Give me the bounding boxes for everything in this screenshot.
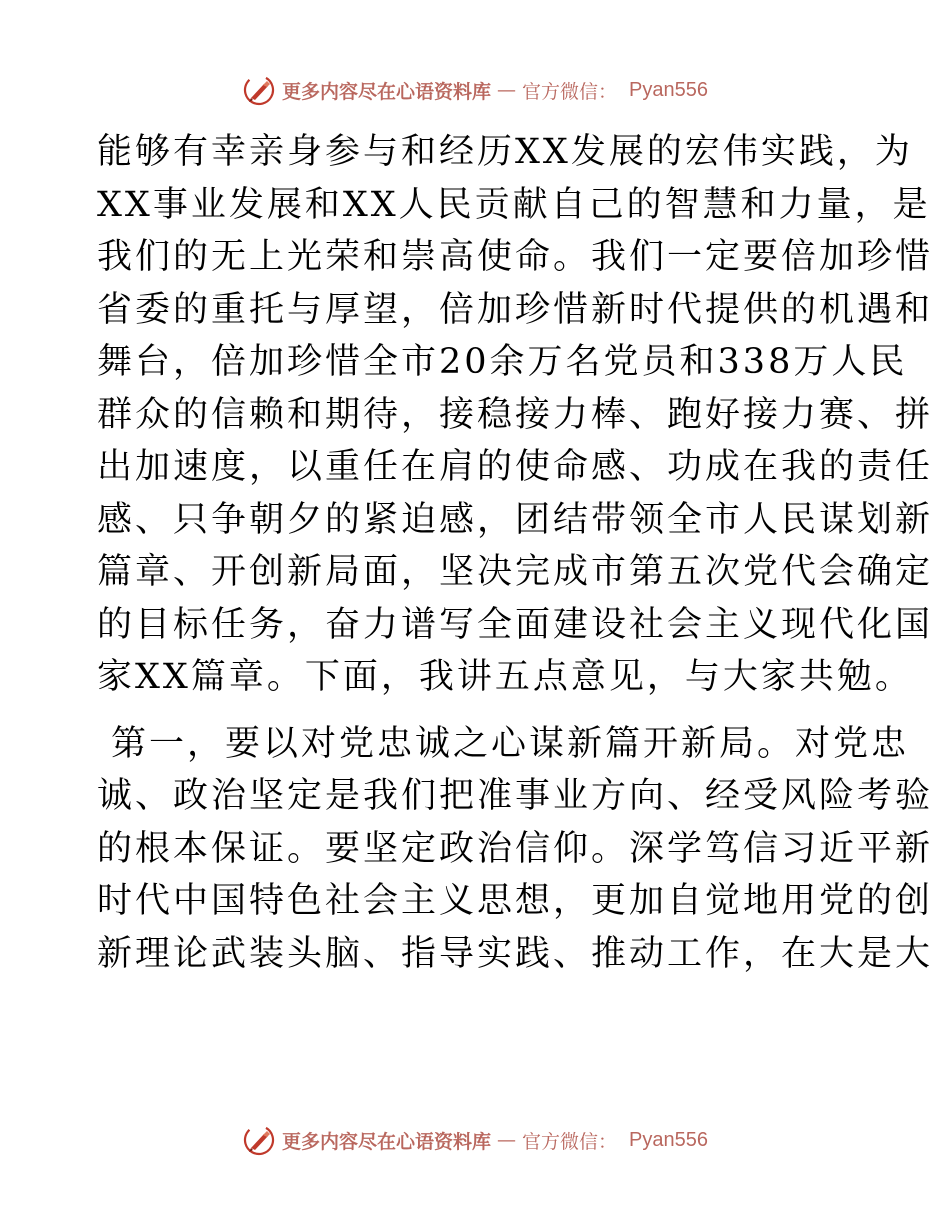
pen-logo-icon	[242, 1123, 276, 1157]
banner-wechat-id: Pyan556	[629, 78, 708, 101]
paragraph-line: 第一，要以对党忠诚之心谋新篇开新局。对党忠	[111, 723, 910, 764]
paragraph-line: 能够有幸亲身参与和经历XX发展的宏伟实践，为	[97, 132, 913, 172]
document-body	[97, 126, 934, 980]
paragraph-line: 感、只争朝夕的紧迫感，团结带领全市人民谋划新	[97, 499, 934, 540]
paragraph-1	[97, 126, 934, 704]
paragraph-line: 我们的无上光荣和崇高使命。我们一定要倍加珍惜	[97, 237, 934, 277]
footer-banner	[0, 1120, 950, 1160]
banner-wechat-label: 官方微信：	[522, 80, 618, 103]
pen-logo-icon	[242, 73, 276, 107]
paragraph-line: 时代中国特色社会主义思想，更加自觉地用党的创	[97, 881, 934, 921]
paragraph-line: 家XX篇章。下面，我讲五点意见，与大家共勉。	[97, 657, 913, 697]
paragraph-line: 省委的重托与厚望，倍加珍惜新时代提供的机遇和	[97, 289, 934, 330]
paragraph-line: 的目标任务，奋力谱写全面建设社会主义现代化国	[97, 604, 934, 645]
header-banner	[0, 70, 950, 110]
paragraph-line: 新理论武装头脑、指导实践、推动工作，在大是大	[97, 933, 934, 974]
banner-wechat-label: 官方微信：	[522, 1130, 618, 1153]
paragraph-line: 群众的信赖和期待，接稳接力棒、跑好接力赛、拼	[97, 394, 934, 435]
paragraph-line: 篇章、开创新局面，坚决完成市第五次党代会确定	[97, 552, 934, 592]
paragraph-line: 出加速度，以重任在肩的使命感、功成在我的责任	[97, 447, 934, 487]
paragraph-line: 诚、政治坚定是我们把准事业方向、经受风险考验	[97, 776, 934, 816]
paragraph-2	[97, 718, 934, 981]
banner-separator: —	[497, 1129, 517, 1151]
paragraph-line: 的根本保证。要坚定政治信仰。深学笃信习近平新	[97, 828, 934, 869]
banner-brand-text: 更多内容尽在心语资料库	[282, 80, 492, 103]
banner-separator: —	[497, 79, 517, 101]
paragraph-gap	[97, 704, 853, 718]
banner-brand-text: 更多内容尽在心语资料库	[282, 1130, 492, 1153]
paragraph-line: XX事业发展和XX人民贡献自己的智慧和力量，是	[97, 184, 931, 225]
paragraph-line: 舞台，倍加珍惜全市20余万名党员和338万人民	[97, 342, 908, 382]
banner-wechat-id: Pyan556	[629, 1128, 708, 1151]
